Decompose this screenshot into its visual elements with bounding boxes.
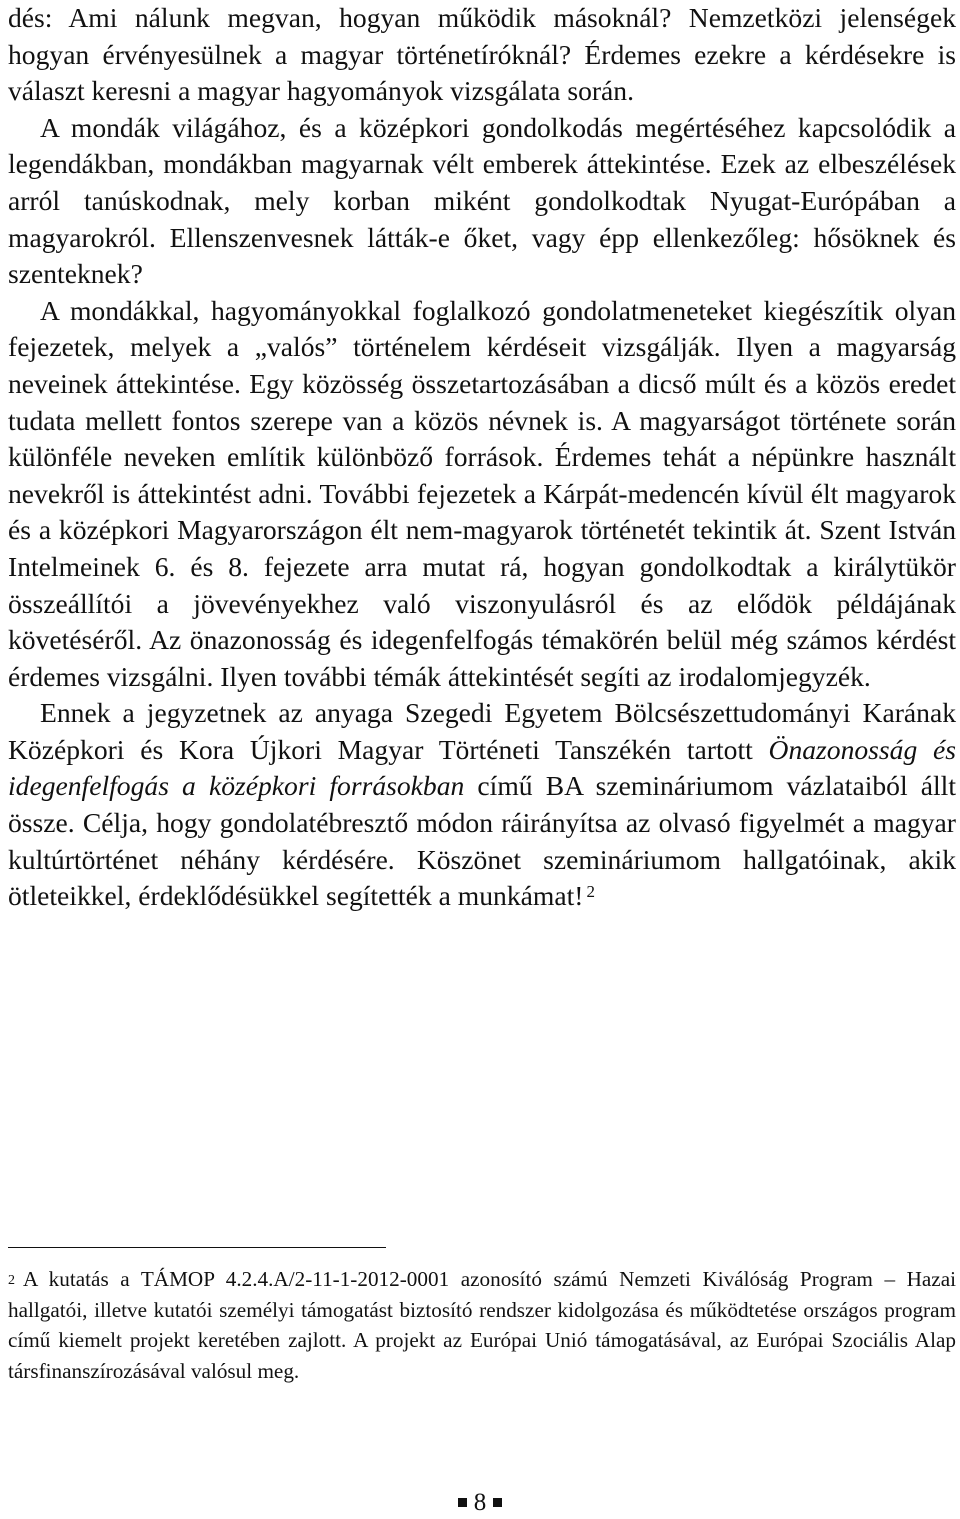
- paragraph-1-text: dés: Ami nálunk megvan, hogyan működik másoknál? Nemzetközi jelenségek hogyan érvényesülnek a magyar történetíróknál? Érdemes ezekre a kérdésekre is választ keresni a magyar hagyományok vizsgálata során.: [8, 2, 956, 107]
- square-bullet-icon: [458, 1498, 467, 1507]
- paragraph-4: [8, 695, 956, 915]
- footnote-text: A kutatás a TÁMOP 4.2.4.A/2-11-1-2012-0001 azonosító számú Nemzeti Kiválóság Program – Hazai hallgatói, illetve kutatói személyi támogatást biztosító rendszer kidolgozása és működtetése országos program című kiemelt projekt keretében zajlott. A projekt az Európai Unió támogatásával, az Európai Szociális Alap társfinanszírozásával valósul meg.: [8, 1267, 956, 1383]
- paragraph-3: [8, 293, 956, 696]
- square-bullet-icon: [493, 1498, 502, 1507]
- paragraph-4-text-after: című BA szemináriumom vázlataiból állt össze. Célja, hogy gondolatébresztő módon ráirányítsa az olvasó figyelmét a magyar kultúrtörténet néhány kérdésére. Köszönet szemináriumom hallgatóinak, akik ötleteikkel, érdeklődésükkel segítették a munkámat!: [8, 770, 956, 912]
- page-number: [0, 1488, 960, 1518]
- paragraph-4-text-before: Ennek a jegyzetnek az anyaga Szegedi Egyetem Bölcsészettudományi Karának Középkori és Kora Újkori Magyar Történeti Tanszékén tartott: [8, 697, 956, 765]
- paragraph-1: [8, 0, 956, 110]
- footnote-reference[interactable]: 2: [586, 882, 595, 902]
- paragraph-2-text: A mondák világához, és a középkori gondolkodás megértéséhez kapcsolódik a legendákban, mondákban magyarnak vélt emberek áttekintése. Ezek az elbeszélések arról tanúskodnak, mely korban miként gondolkodtak Nyugat-Európában a magyarokról. Ellenszenvesnek látták-e őket, vagy épp ellenkezőleg: hősöknek és szenteknek?: [8, 111, 956, 290]
- footnote: [8, 1264, 956, 1386]
- paragraph-3-text: A mondákkal, hagyományokkal foglalkozó gondolatmeneteket kiegészítik olyan fejezetek, melyek a „valós” történelem kérdéseit vizsgálják. Ilyen a magyarság neveinek áttekintése. Egy közösség összetartozásában a dicső múlt és a közös eredet tudata mellett fontos szerepe van a közös névnek is. A magyarságot története során különféle neveken említik különböző források. Érdemes tehát a népünkre használt nevekről is áttekintést adni. További fejezetek a Kárpát-medencén kívül élt magyarok és a középkori Magyarországon élt nem-magyarok történetét tekintik át. Szent István Intelmeinek 6. és 8. fejezete arra mutat rá, hogyan gondolkodtak a királytükör összeállítói a jövevényekhez való viszonyulásról és az elődök példájának követéséről. Az önazonosság és idegenfelfogás témakörén belül még számos kérdést érdemes vizsgálni. Ilyen további témák áttekintését segíti az irodalomjegyzék.: [8, 294, 956, 692]
- paragraph-2: [8, 110, 956, 293]
- seminar-title: Önazonosság és idegenfelfogás a középkori forrásokban: [8, 733, 956, 802]
- body-text: [8, 0, 956, 915]
- footnote-separator: [8, 1247, 386, 1248]
- footnote-mark: 2: [8, 1273, 15, 1288]
- page-number-value: 8: [473, 1489, 487, 1516]
